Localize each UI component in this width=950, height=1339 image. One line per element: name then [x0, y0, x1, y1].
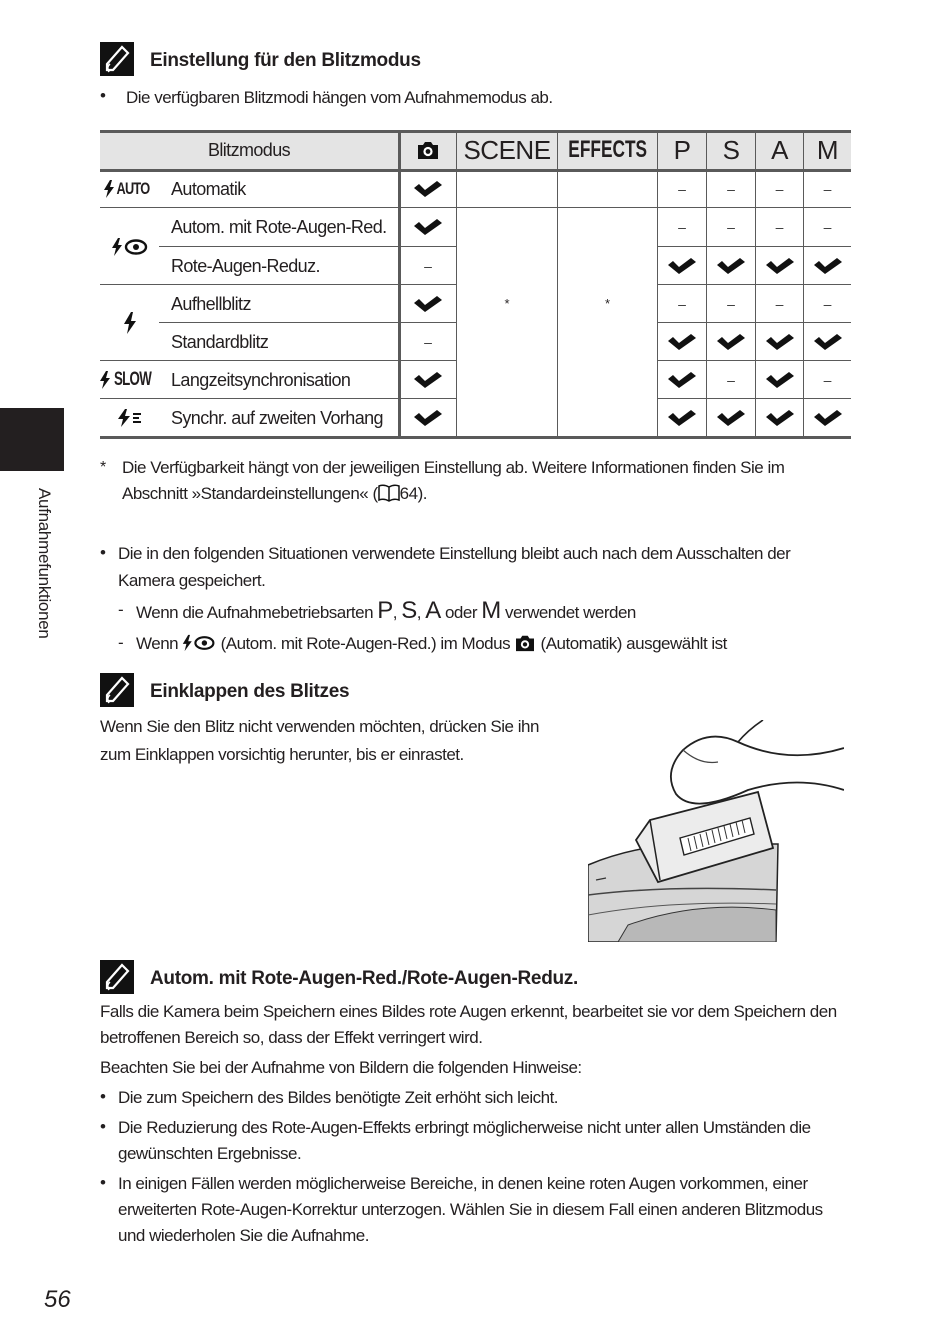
- footnote-mark: *: [100, 459, 107, 476]
- cell-p-dash: –: [678, 296, 686, 312]
- check-icon: [756, 323, 803, 361]
- footnote-text-end: ).: [417, 484, 427, 503]
- cell-s-dash: –: [727, 181, 735, 197]
- check-icon: [756, 361, 803, 399]
- header-effects-cell: [558, 130, 657, 170]
- camera-auto-icon: [514, 634, 536, 660]
- sub2-post: (Automatik) ausgewählt ist: [540, 634, 727, 653]
- cell-m-dash: –: [823, 219, 832, 235]
- cell-s-dash: –: [727, 372, 735, 388]
- header-a: A: [771, 134, 788, 165]
- footnote-text: Abschnitt »Standardeinstellungen« (: [122, 484, 378, 503]
- bullet-marker: •: [100, 1087, 106, 1106]
- redeye-bullet-2-line-2: gewünschten Ergebnisse.: [118, 1144, 302, 1163]
- check-icon: [400, 208, 456, 246]
- fold-flash-line-2: zum Einklappen vorsichtig herunter, bis er einrastet.: [100, 745, 464, 764]
- saved-sub-2: [136, 631, 727, 660]
- dash-marker: -: [118, 600, 124, 619]
- section-title-fold-flash: Einklappen des Blitzes: [150, 681, 350, 702]
- redeye-p2: Beachten Sie bei der Aufnahme von Bildern die folgenden Hinweise:: [100, 1058, 582, 1077]
- footnote-line-2: [122, 481, 427, 510]
- check-icon: [400, 170, 456, 208]
- check-icon: [756, 247, 803, 285]
- mode-s: S: [401, 597, 417, 624]
- flash-mode-table: [100, 130, 851, 438]
- row-label-redeye: Rote-Augen-Reduz.: [171, 255, 320, 276]
- check-icon: [707, 399, 755, 437]
- effects-asterisk: *: [604, 296, 611, 311]
- dash-marker: -: [118, 633, 124, 652]
- check-icon: [707, 323, 755, 361]
- cell-auto-dash: –: [424, 334, 432, 350]
- sub2-pre: Wenn: [136, 634, 179, 653]
- redeye-p1-line-2: betroffenen Bereich so, dass der Effekt verringert wird.: [100, 1028, 483, 1047]
- flash-auto-text: AUTO: [116, 179, 150, 198]
- row-label-slow-sync: Langzeitsynchronisation: [171, 369, 351, 390]
- camera-auto-icon: [400, 130, 456, 170]
- mode-m: M: [481, 597, 501, 624]
- page-number: 56: [44, 1286, 71, 1313]
- page-reference[interactable]: 64: [399, 484, 418, 503]
- cell-p-dash: –: [678, 181, 686, 197]
- redeye-p1-line-1: Falls die Kamera beim Speichern eines Bildes rote Augen erkennt, bearbeitet sie vor dem Speichern den: [100, 1002, 837, 1021]
- sub2-mid: (Autom. mit Rote-Augen-Red.) im Modus: [220, 634, 511, 653]
- footnote-line-1: Die Verfügbarkeit hängt von der jeweiligen Einstellung ab. Weitere Informationen finden Sie im: [122, 458, 785, 477]
- fold-flash-line-1: Wenn Sie den Blitz nicht verwenden möchten, drücken Sie ihn: [100, 717, 539, 736]
- cell-s-dash: –: [727, 296, 735, 312]
- check-icon: [804, 323, 851, 361]
- check-icon: [400, 361, 456, 399]
- redeye-bullet-3-line-1: In einigen Fällen werden möglicherweise Bereiche, in denen keine roten Augen vorkommen, einer: [118, 1174, 808, 1193]
- section-title-flash-mode: Einstellung für den Blitzmodus: [150, 50, 421, 71]
- check-icon: [658, 247, 706, 285]
- row-label-automatik: Automatik: [171, 178, 246, 199]
- sub1-or: oder: [444, 603, 477, 622]
- book-icon: [378, 484, 400, 510]
- scene-asterisk: *: [504, 296, 510, 311]
- mode-a: A: [425, 597, 441, 624]
- header-flash-mode: Blitzmodus: [207, 139, 291, 160]
- check-icon: [804, 247, 851, 285]
- row-label-redeye-auto: Autom. mit Rote-Augen-Red.: [171, 216, 387, 237]
- saved-line-2: Kamera gespeichert.: [118, 571, 266, 590]
- cell-m-dash: –: [823, 181, 832, 197]
- flash-mode-intro: Die verfügbaren Blitzmodi hängen vom Aufnahmemodus ab.: [126, 88, 553, 107]
- sub1-text: Wenn die Aufnahmebetriebsarten: [136, 603, 374, 622]
- section-title-redeye: Autom. mit Rote-Augen-Red./Rote-Augen-Reduz.: [150, 968, 578, 989]
- check-icon: [804, 399, 851, 437]
- bullet-marker: •: [100, 1173, 106, 1192]
- header-scene: SCENE: [463, 134, 551, 165]
- check-icon: [658, 399, 706, 437]
- check-icon: [400, 399, 456, 437]
- redeye-bullet-3-line-2: erweiterten Rote-Augen-Korrektur unterzogen. Wählen Sie in diesem Fall einen anderen Blitzmodus: [118, 1200, 823, 1219]
- redeye-bullet-1: Die zum Speichern des Bildes benötigte Zeit erhöht sich leicht.: [118, 1088, 559, 1107]
- cell-a-dash: –: [775, 181, 784, 197]
- flash-fill-icon: [100, 285, 159, 361]
- redeye-bullet-3-line-3: und wiederholen Sie die Aufnahme.: [118, 1226, 369, 1245]
- cell-auto-dash: –: [424, 258, 432, 274]
- flash-slow-text: SLOW: [113, 369, 152, 390]
- chapter-label: Aufnahmefunktionen: [35, 488, 54, 639]
- fold-flash-illustration: [588, 720, 844, 942]
- row-label-rear-curtain: Synchr. auf zweiten Vorhang: [171, 407, 383, 428]
- sub1-post: verwendet werden: [504, 603, 636, 622]
- cell-s-dash: –: [727, 219, 735, 235]
- header-s: S: [722, 134, 740, 165]
- bullet-marker: •: [100, 1117, 106, 1136]
- check-icon: [658, 361, 706, 399]
- check-icon: [756, 399, 803, 437]
- note-pencil-icon: [100, 42, 134, 76]
- flash-slow-icon: [100, 361, 159, 399]
- note-pencil-icon: [100, 960, 134, 994]
- saved-sub-1: Wenn die Aufnahmebetriebsarten P, S, A oder M verwendet werden: [136, 597, 636, 624]
- cell-p-dash: –: [678, 219, 686, 235]
- header-m: M: [816, 134, 839, 165]
- redeye-bullet-2-line-1: Die Reduzierung des Rote-Augen-Effekts erbringt möglicherweise nicht unter allen Umständen die: [118, 1118, 811, 1137]
- bullet-marker: •: [100, 86, 106, 105]
- note-pencil-icon: [100, 673, 134, 707]
- check-icon: [707, 247, 755, 285]
- flash-auto-icon: [100, 170, 159, 208]
- saved-line-1: Die in den folgenden Situationen verwendete Einstellung bleibt auch nach dem Ausschalten der: [118, 544, 791, 563]
- flash-redeye-icon: [182, 634, 216, 660]
- row-label-fill-flash: Aufhellblitz: [171, 293, 251, 314]
- header-p: P: [673, 134, 691, 165]
- chapter-tab-marker: [0, 408, 64, 471]
- check-icon: [658, 323, 706, 361]
- header-effects: EFFECTS: [568, 136, 647, 163]
- cell-m-dash: –: [823, 372, 832, 388]
- cell-m-dash: –: [823, 296, 832, 312]
- check-icon: [400, 285, 456, 323]
- flash-rear-curtain-icon: [100, 399, 159, 437]
- flash-redeye-icon: [100, 208, 159, 285]
- row-label-standard-flash: Standardblitz: [171, 331, 269, 352]
- cell-a-dash: –: [775, 296, 784, 312]
- mode-p: P: [377, 597, 393, 624]
- bullet-marker: •: [100, 543, 106, 562]
- cell-a-dash: –: [775, 219, 784, 235]
